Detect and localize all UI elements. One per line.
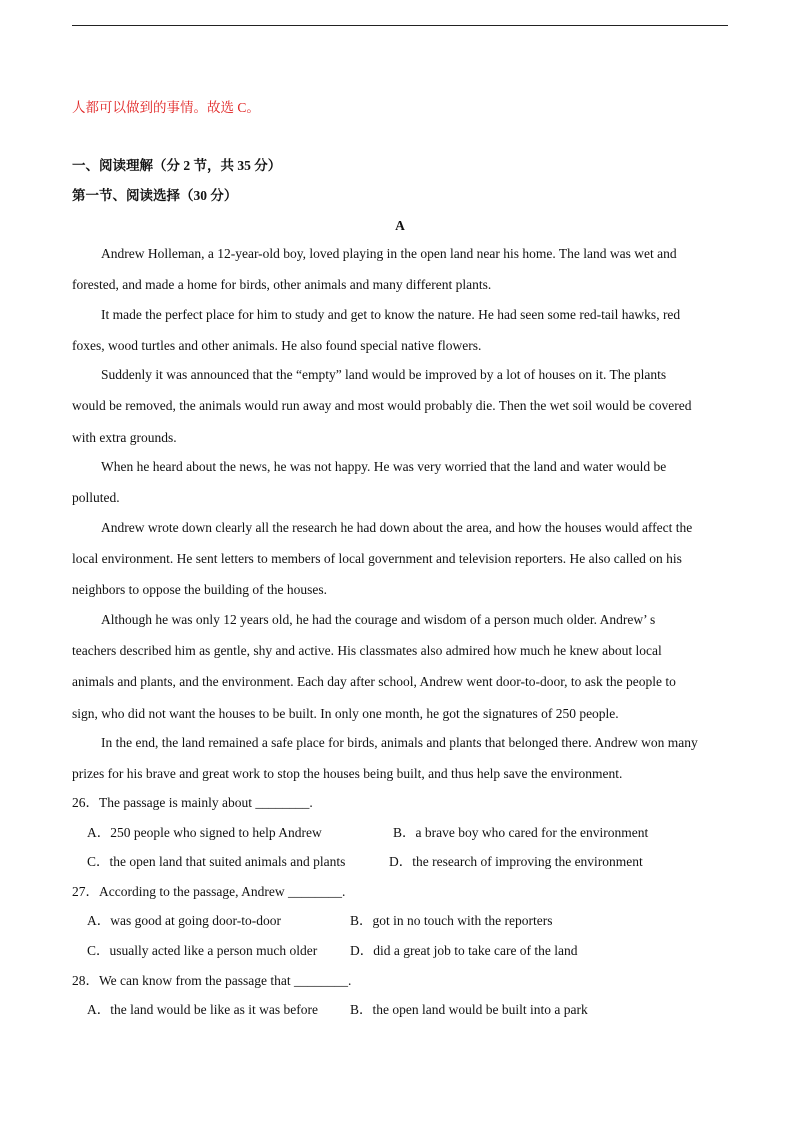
option-a: A．250 people who signed to help Andrew [87,825,322,840]
option-a: A．the land would be like as it was before [87,1002,318,1017]
passage-line: forested, and made a home for birds, other animals and many different plants. [72,277,492,292]
section-heading: 一、阅读理解（分 2 节，共 35 分） [72,158,282,173]
passage-line: Andrew Holleman, a 12-year-old boy, loved playing in the open land near his home. The land was wet and [101,246,677,261]
passage-line: sign, who did not want the houses to be built. In only one month, he got the signatures of 250 people. [72,706,619,721]
passage-line: Suddenly it was announced that the “empty” land would be improved by a lot of houses on it. The plants [101,367,667,382]
option-b: B．a brave boy who cared for the environment [393,825,649,840]
passage-line: In the end, the land remained a safe place for birds, animals and plants that belonged there. Andrew won many [101,735,698,750]
passage-line: It made the perfect place for him to study and get to know the nature. He had seen some red-tail hawks, red [101,307,681,322]
passage-label: A [395,218,405,233]
option-a: A．was good at going door-to-door [87,913,281,928]
question-stem: 28．We can know from the passage that ________. [72,973,352,988]
passage-line: Andrew wrote down clearly all the research he had down about the area, and how the houses would affect the [101,520,693,535]
answer-note: 人都可以做到的事情。故选 C。 [72,100,260,115]
option-d: D．the research of improving the environment [389,854,643,869]
passage-line: teachers described him as gentle, shy and active. His classmates also admired how much he knew about local [72,643,662,658]
option-b: B．got in no touch with the reporters [350,913,553,928]
question-stem: 27．According to the passage, Andrew ________. [72,884,346,899]
passage-line: prizes for his brave and great work to stop the houses being built, and thus help save the environment. [72,766,623,781]
option-c: C．the open land that suited animals and plants [87,854,346,869]
option-d: D．did a great job to take care of the land [350,943,578,958]
passage-line: neighbors to oppose the building of the houses. [72,582,327,597]
passage-line: local environment. He sent letters to members of local government and television reporters. He also called on his [72,551,682,566]
subsection-heading: 第一节、阅读选择（30 分） [72,188,238,203]
passage-line: When he heard about the news, he was not happy. He was very worried that the land and water would be [101,459,667,474]
passage-line: would be removed, the animals would run away and most would probably die. Then the wet soil would be covered [72,398,692,413]
passage-line: animals and plants, and the environment. Each day after school, Andrew went door-to-door, to ask the people to [72,674,676,689]
passage-line: Although he was only 12 years old, he had the courage and wisdom of a person much older. Andrew’ s [101,612,656,627]
question-stem: 26．The passage is mainly about ________. [72,795,313,810]
option-c: C．usually acted like a person much older [87,943,318,958]
passage-line: foxes, wood turtles and other animals. He also found special native flowers. [72,338,482,353]
passage-line: with extra grounds. [72,430,177,445]
passage-line: polluted. [72,490,120,505]
header-rule [72,25,728,26]
option-b: B．the open land would be built into a park [350,1002,588,1017]
